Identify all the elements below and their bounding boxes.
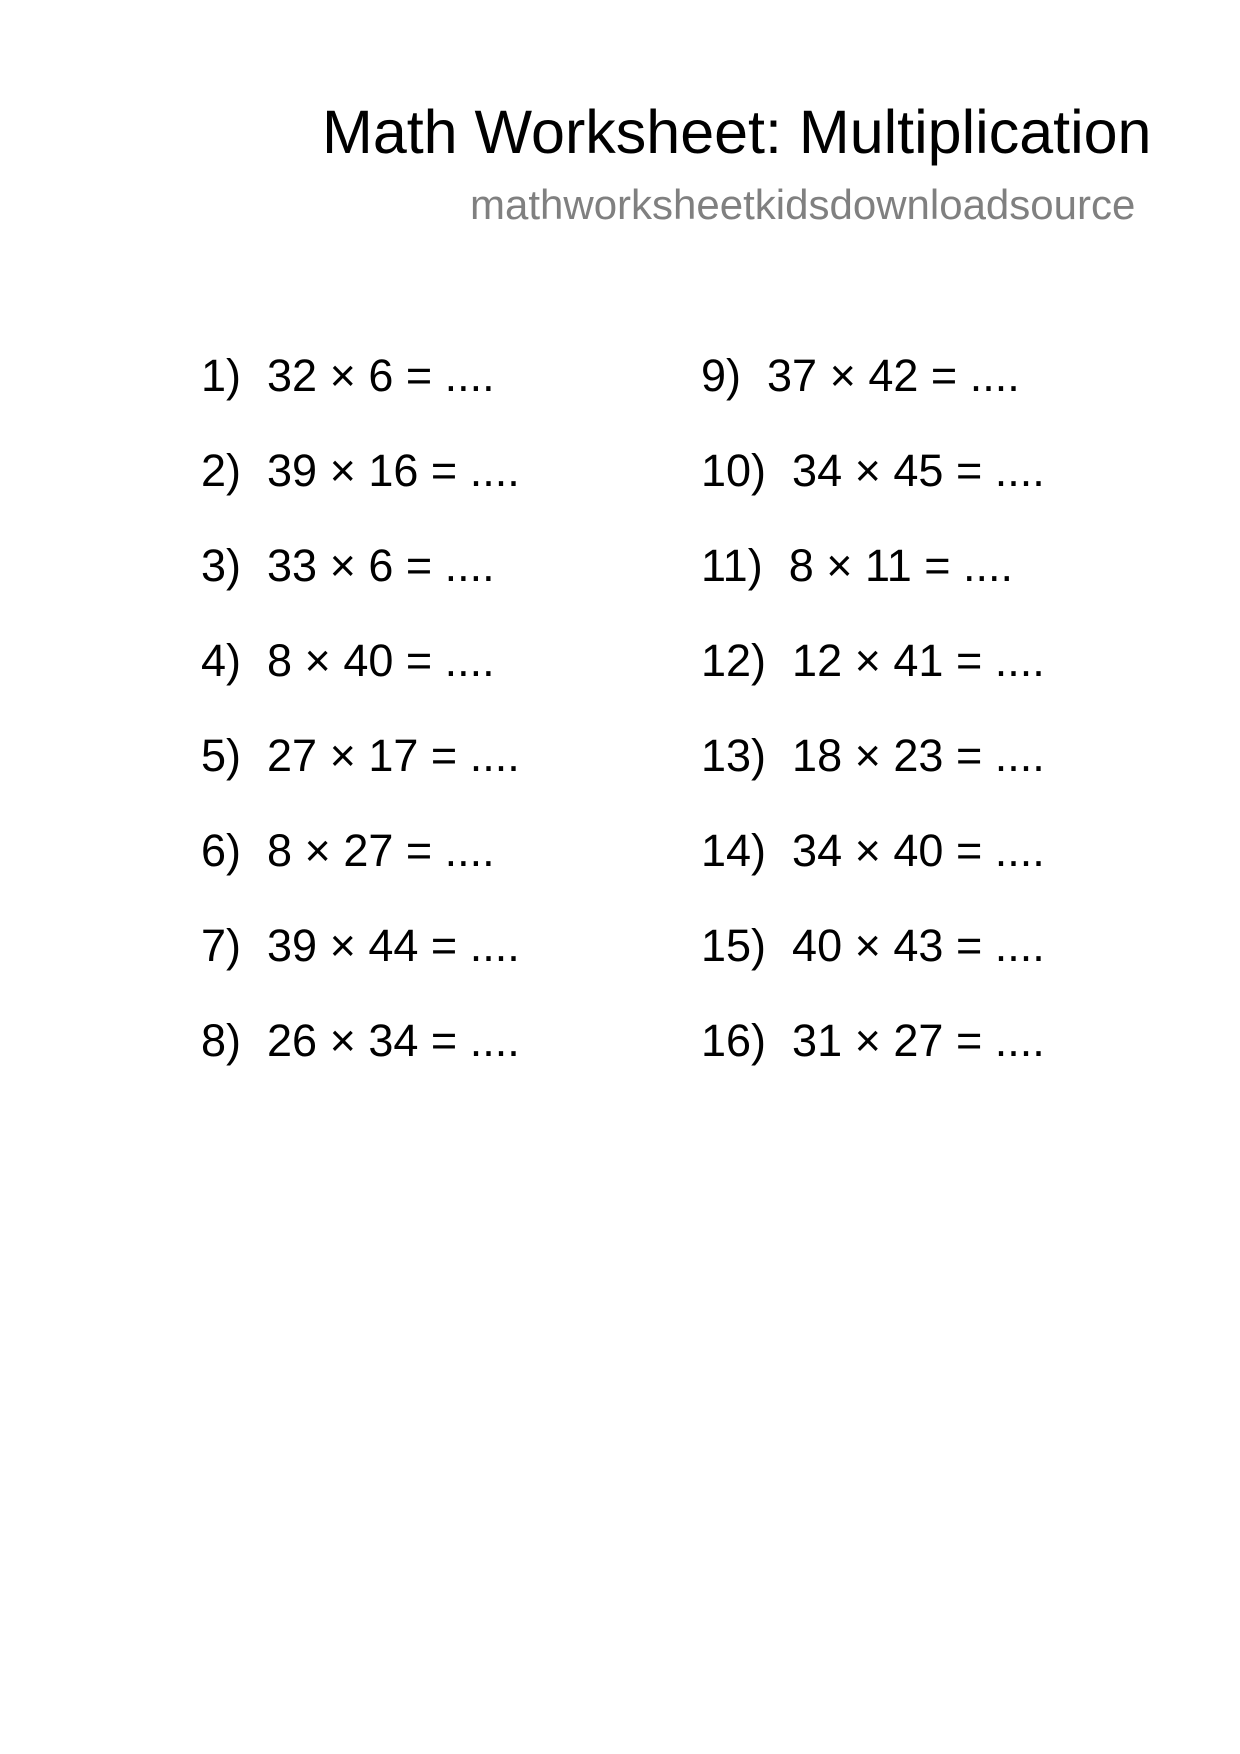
- problem-item: [701, 540, 1045, 635]
- problem-expression: 39 × 44 = ....: [267, 920, 520, 971]
- problem-item: [701, 920, 1045, 1015]
- problem-expression: 33 × 6 = ....: [267, 540, 495, 591]
- problem-item: [201, 825, 520, 920]
- problem-number: 8): [201, 1015, 242, 1066]
- problem-expression: 40 × 43 = ....: [792, 920, 1045, 971]
- problem-number: 16): [701, 1015, 767, 1066]
- problem-expression: 27 × 17 = ....: [267, 730, 520, 781]
- problem-number: 13): [701, 730, 767, 781]
- problem-expression: 32 × 6 = ....: [267, 350, 495, 401]
- problem-expression: 8 × 27 = ....: [267, 825, 495, 876]
- problem-number: 3): [201, 540, 242, 591]
- problem-number: 2): [201, 445, 242, 496]
- problem-expression: 12 × 41 = ....: [792, 635, 1045, 686]
- problem-item: [201, 730, 520, 825]
- problem-item: [701, 1015, 1045, 1110]
- problem-item: [201, 445, 520, 540]
- problem-item: [701, 350, 1045, 445]
- problem-item: [701, 825, 1045, 920]
- problem-item: [701, 730, 1045, 825]
- problem-number: 11): [701, 540, 763, 591]
- problem-number: 12): [701, 635, 767, 686]
- problem-item: [701, 445, 1045, 540]
- problem-number: 9): [701, 350, 742, 401]
- problem-item: [201, 635, 520, 730]
- worksheet-title: Math Worksheet: Multiplication: [322, 98, 1152, 166]
- problem-number: 1): [201, 350, 242, 401]
- problems-column-right: [701, 350, 1045, 1110]
- problem-item: [201, 920, 520, 1015]
- problem-number: 15): [701, 920, 767, 971]
- problem-item: [701, 635, 1045, 730]
- problem-number: 7): [201, 920, 242, 971]
- problem-expression: 18 × 23 = ....: [792, 730, 1045, 781]
- problem-number: 6): [201, 825, 242, 876]
- problem-expression: 8 × 11 = ....: [788, 540, 1014, 591]
- problem-expression: 31 × 27 = ....: [792, 1015, 1045, 1066]
- problem-item: [201, 1015, 520, 1110]
- problems-column-left: [201, 350, 520, 1110]
- problem-number: 14): [701, 825, 767, 876]
- problem-expression: 37 × 42 = ....: [767, 350, 1020, 401]
- problem-item: [201, 540, 520, 635]
- problem-expression: 8 × 40 = ....: [267, 635, 495, 686]
- problem-expression: 39 × 16 = ....: [267, 445, 520, 496]
- worksheet-subtitle: mathworksheetkidsdownloadsource: [470, 181, 1136, 228]
- problem-expression: 26 × 34 = ....: [267, 1015, 520, 1066]
- problem-number: 4): [201, 635, 242, 686]
- problem-expression: 34 × 40 = ....: [792, 825, 1045, 876]
- problem-item: [201, 350, 520, 445]
- problem-number: 5): [201, 730, 242, 781]
- problem-number: 10): [701, 445, 767, 496]
- problem-expression: 34 × 45 = ....: [792, 445, 1045, 496]
